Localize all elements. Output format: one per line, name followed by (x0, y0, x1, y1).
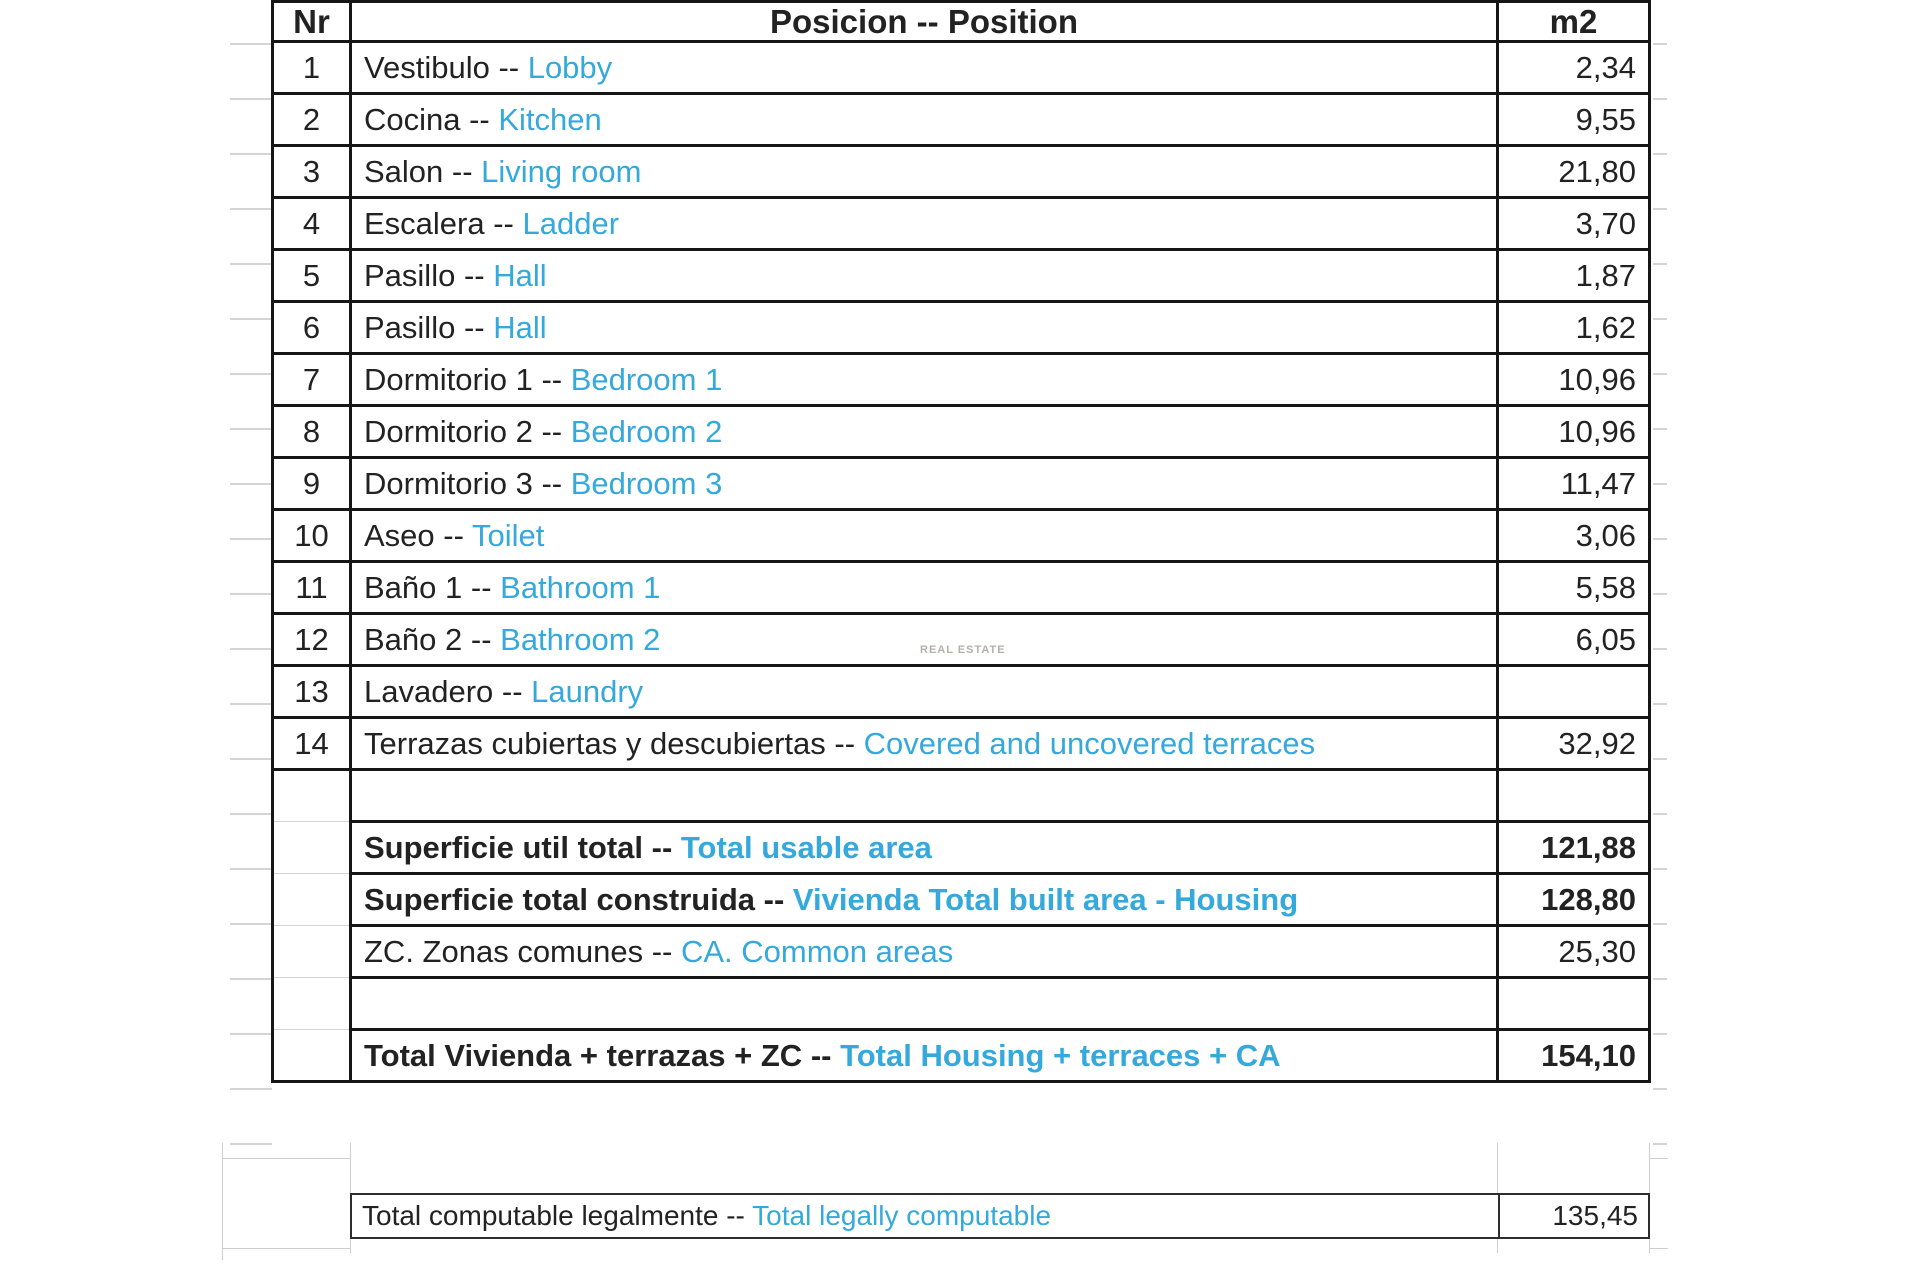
separator-text: -- (489, 50, 528, 85)
row-position (351, 146, 1498, 198)
gridline-stub (222, 1158, 350, 1159)
position-es-text: Baño 2 (364, 622, 463, 657)
row-position (351, 250, 1498, 302)
row-position (351, 874, 1498, 926)
position-en-text: Hall (493, 310, 547, 345)
position-en-text: CA. Common areas (680, 934, 954, 969)
separator-text: -- (532, 466, 571, 501)
footer-area-value: 135,45 (1498, 1195, 1648, 1237)
position-en-text: Laundry (531, 674, 644, 709)
gridline-stub (350, 1239, 351, 1253)
position-en-text: Covered and uncovered terraces (863, 726, 1316, 761)
row-position (351, 42, 1498, 94)
position-es-text: Aseo (364, 518, 435, 553)
row-area-value (1498, 666, 1650, 718)
header-row (273, 2, 1650, 42)
table-row (273, 198, 1650, 250)
row-position (351, 458, 1498, 510)
row-number: 6 (273, 302, 351, 354)
table-row (273, 1030, 1650, 1082)
table-row (273, 510, 1650, 562)
separator-text: -- (643, 934, 681, 969)
separator-text: -- (493, 674, 532, 709)
row-number: 7 (273, 354, 351, 406)
row-number: 5 (273, 250, 351, 302)
table-row (273, 614, 1650, 666)
position-es-text: Lavadero (364, 674, 494, 709)
separator-text: -- (443, 154, 482, 189)
table-row (273, 302, 1650, 354)
row-area-value: 2,34 (1498, 42, 1650, 94)
footer-row (350, 1193, 1650, 1239)
row-number: 4 (273, 198, 351, 250)
row-position (351, 822, 1498, 874)
position-en-text: Total Housing + terraces + CA (840, 1038, 1281, 1073)
table-row (273, 458, 1650, 510)
separator-text: -- (484, 206, 523, 241)
position-en-text: Bathroom 1 (500, 570, 661, 605)
separator-text: -- (462, 570, 501, 605)
separator-text: -- (532, 362, 571, 397)
row-area-value: 1,87 (1498, 250, 1650, 302)
separator-text: -- (455, 310, 494, 345)
position-es-text: Dormitorio 2 (364, 414, 533, 449)
separator-text: -- (726, 1200, 745, 1231)
gridline-stub (1497, 1239, 1498, 1253)
gridline-stub (1650, 1158, 1668, 1159)
row-number: 2 (273, 94, 351, 146)
gridline-stub (1650, 1248, 1668, 1249)
row-number: 11 (273, 562, 351, 614)
row-area-value: 1,62 (1498, 302, 1650, 354)
separator-text: -- (462, 622, 501, 657)
separator-text: -- (455, 258, 494, 293)
footer-en-text: Total legally computable (752, 1200, 1052, 1231)
row-area-value: 5,58 (1498, 562, 1650, 614)
separator-text: -- (532, 414, 571, 449)
row-position (351, 770, 1498, 822)
row-position (351, 978, 1498, 1030)
header-m2: m2 (1498, 2, 1650, 42)
separator-text: -- (460, 102, 499, 137)
row-area-value: 10,96 (1498, 406, 1650, 458)
left-gridline-ticks (230, 43, 272, 1146)
table-row (273, 562, 1650, 614)
separator-text: -- (755, 882, 793, 917)
position-es-text: ZC. Zonas comunes (364, 934, 644, 969)
row-area-value: 21,80 (1498, 146, 1650, 198)
footer-es-text: Total computable legalmente (362, 1200, 719, 1231)
table-row (273, 94, 1650, 146)
row-number: 12 (273, 614, 351, 666)
row-area-value: 25,30 (1498, 926, 1650, 978)
position-en-text: Bedroom 3 (570, 466, 723, 501)
row-area-value: 10,96 (1498, 354, 1650, 406)
row-number: 10 (273, 510, 351, 562)
position-es-text: Total Vivienda + terrazas + ZC (364, 1038, 803, 1073)
position-en-text: Vivienda Total built area - Housing (792, 882, 1299, 917)
position-en-text: Kitchen (498, 102, 602, 137)
position-en-text: Lobby (527, 50, 613, 85)
row-area-value: 6,05 (1498, 614, 1650, 666)
row-position (351, 406, 1498, 458)
table-row (273, 250, 1650, 302)
area-table (271, 0, 1651, 1083)
header-nr: Nr (273, 2, 351, 42)
row-area-value: 3,70 (1498, 198, 1650, 250)
row-number (273, 770, 351, 822)
gridline-stub (222, 1143, 223, 1260)
row-position (351, 1030, 1498, 1082)
table-row (273, 874, 1650, 926)
position-en-text: Bedroom 2 (570, 414, 723, 449)
row-number (273, 926, 351, 978)
position-en-text: Bedroom 1 (570, 362, 723, 397)
row-number: 1 (273, 42, 351, 94)
table-row (273, 42, 1650, 94)
table-body (273, 42, 1650, 1082)
separator-text: -- (434, 518, 472, 553)
row-number (273, 1030, 351, 1082)
position-es-text: Baño 1 (364, 570, 463, 605)
position-es-text: Superficie util total (364, 830, 644, 865)
row-number: 9 (273, 458, 351, 510)
row-number (273, 822, 351, 874)
position-es-text: Dormitorio 1 (364, 362, 533, 397)
row-area-value: 121,88 (1498, 822, 1650, 874)
right-gridline-ticks (1653, 43, 1667, 1146)
row-area-value: 32,92 (1498, 718, 1650, 770)
position-en-text: Hall (493, 258, 547, 293)
row-area-value: 9,55 (1498, 94, 1650, 146)
table-row (273, 354, 1650, 406)
row-position (351, 562, 1498, 614)
separator-text: -- (643, 830, 681, 865)
row-area-value (1498, 978, 1650, 1030)
position-es-text: Pasillo (364, 258, 456, 293)
separator-text: -- (825, 726, 864, 761)
gridline-stub (222, 1248, 350, 1249)
position-en-text: Bathroom 2 (500, 622, 661, 657)
row-area-value: 11,47 (1498, 458, 1650, 510)
row-position (351, 510, 1498, 562)
position-en-text: Total usable area (680, 830, 932, 865)
gridline-stub (350, 1143, 351, 1193)
table-row (273, 666, 1650, 718)
table-row (273, 146, 1650, 198)
row-position (351, 198, 1498, 250)
separator-text: -- (802, 1038, 841, 1073)
position-es-text: Pasillo (364, 310, 456, 345)
row-area-value: 128,80 (1498, 874, 1650, 926)
row-position (351, 666, 1498, 718)
row-position (351, 302, 1498, 354)
position-es-text: Superficie total construida (364, 882, 756, 917)
watermark-text: REAL ESTATE (920, 644, 1006, 656)
gridline-stub (1497, 1143, 1498, 1193)
table-row (273, 406, 1650, 458)
row-number (273, 874, 351, 926)
row-number: 13 (273, 666, 351, 718)
position-es-text: Cocina (364, 102, 461, 137)
row-number: 14 (273, 718, 351, 770)
row-area-value: 3,06 (1498, 510, 1650, 562)
position-es-text: Terrazas cubiertas y descubiertas (364, 726, 826, 761)
footer-position (352, 1195, 1498, 1237)
gridline-stub (1649, 1143, 1650, 1193)
row-number: 8 (273, 406, 351, 458)
row-area-value: 154,10 (1498, 1030, 1650, 1082)
row-area-value (1498, 770, 1650, 822)
spacer-row (273, 770, 1650, 822)
position-es-text: Salon (364, 154, 444, 189)
position-es-text: Escalera (364, 206, 485, 241)
gridline-stub (1649, 1239, 1650, 1253)
row-position (351, 614, 1498, 666)
table-row (273, 822, 1650, 874)
table-row (273, 926, 1650, 978)
row-position (351, 94, 1498, 146)
position-es-text: Vestibulo (364, 50, 490, 85)
row-position (351, 718, 1498, 770)
position-en-text: Toilet (471, 518, 545, 553)
table-row (273, 718, 1650, 770)
spacer-row (273, 978, 1650, 1030)
row-number (273, 978, 351, 1030)
position-en-text: Ladder (522, 206, 620, 241)
position-en-text: Living room (481, 154, 642, 189)
position-es-text: Dormitorio 3 (364, 466, 533, 501)
row-position (351, 354, 1498, 406)
row-number: 3 (273, 146, 351, 198)
row-position (351, 926, 1498, 978)
header-position: Posicion -- Position (351, 2, 1498, 42)
